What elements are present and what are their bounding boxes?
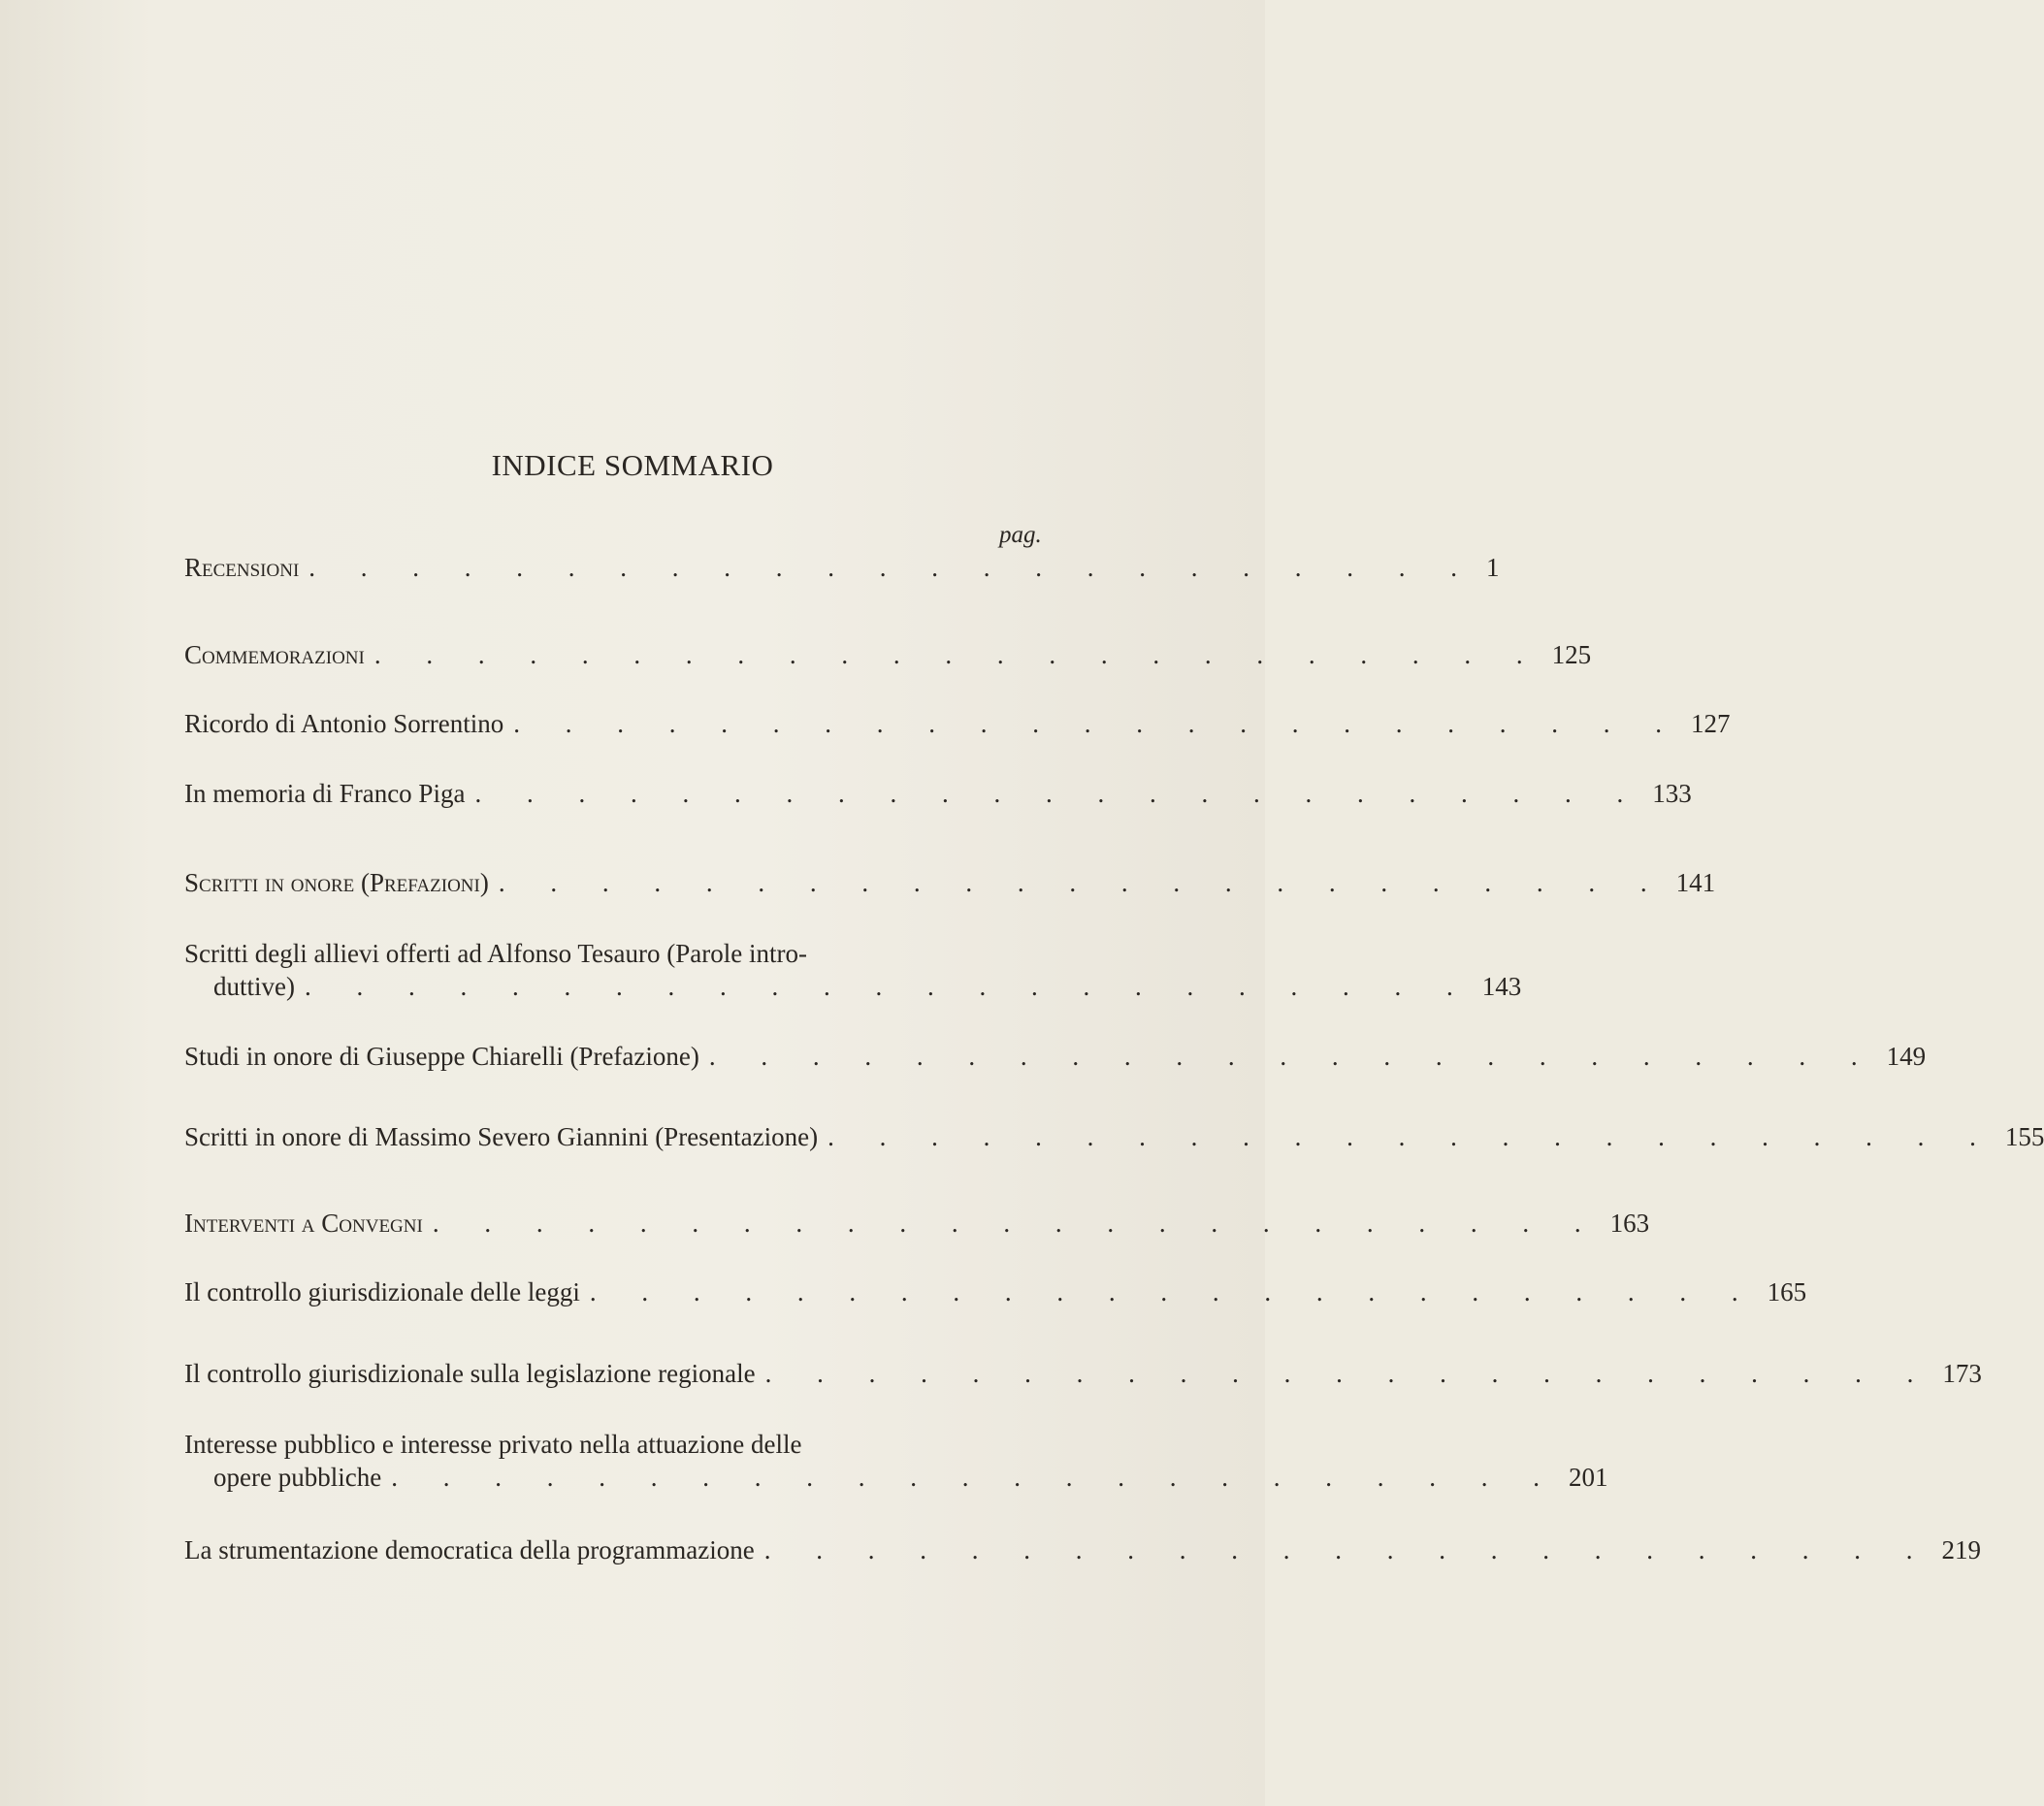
toc-entry — [184, 1428, 1608, 1494]
toc-entry — [184, 638, 1592, 671]
toc-entry-label: Scritti in onore di Massimo Severo Giannini (Presentazione) — [184, 1122, 819, 1151]
dot-leader: . . . . . . . . . . . . . . . . . . . . . . . — [764, 1359, 1933, 1388]
dot-leader: . . . . . . . . . . . . . . . . . . . . . . . — [498, 868, 1667, 897]
toc-entry — [184, 1120, 2044, 1153]
toc-entry — [184, 777, 1692, 810]
toc-entry-label: Scritti degli allievi offerti ad Alfonso Tesauro (Parole intro- — [184, 939, 807, 968]
toc-entry-page: 1 — [1486, 553, 1500, 582]
dot-leader: . . . . . . . . . . . . . . . . . . . . . . . — [827, 1122, 1995, 1151]
toc-entry — [184, 551, 1500, 584]
toc-entry-label: Il controllo giurisdizionale delle leggi — [184, 1277, 580, 1306]
page-column-label: pag. — [999, 522, 1042, 548]
toc-entry-label: Recensioni — [184, 553, 300, 582]
toc-entry — [184, 1207, 1650, 1240]
toc-entry-page: 155 — [2004, 1122, 2044, 1151]
dot-leader: . . . . . . . . . . . . . . . . . . . . . . . — [432, 1209, 1601, 1238]
dot-leader: . . . . . . . . . . . . . . . . . . . . . . . — [308, 553, 1477, 582]
toc-entry — [184, 937, 1522, 1003]
toc-entry-page: 165 — [1767, 1277, 1807, 1306]
toc-entry-label: Studi in onore di Giuseppe Chiarelli (Prefazione) — [184, 1042, 699, 1071]
toc-entry-label: duttive) — [213, 972, 295, 1001]
toc-entry-label: Interesse pubblico e interesse privato nella attuazione delle — [184, 1430, 802, 1459]
toc-entry-label: Interventi a Convegni — [184, 1209, 423, 1238]
toc-entry-page: 173 — [1942, 1359, 1982, 1388]
toc-entry — [184, 1533, 1981, 1566]
toc-entry-page: 201 — [1568, 1463, 1608, 1492]
dot-leader: . . . . . . . . . . . . . . . . . . . . . . . — [391, 1463, 1559, 1492]
page-title: INDICE SOMMARIO — [491, 448, 774, 482]
dot-leader: . . . . . . . . . . . . . . . . . . . . . . . — [304, 972, 1473, 1001]
toc-entry — [184, 1040, 1927, 1073]
dot-leader: . . . . . . . . . . . . . . . . . . . . . . . — [474, 779, 1643, 808]
dot-leader: . . . . . . . . . . . . . . . . . . . . . . . — [513, 709, 1681, 738]
toc-entry-page: 141 — [1675, 868, 1716, 897]
toc-entry-label: Ricordo di Antonio Sorrentino — [184, 709, 504, 738]
toc-entry-page: 125 — [1551, 640, 1592, 669]
dot-leader: . . . . . . . . . . . . . . . . . . . . . . . — [373, 640, 1542, 669]
toc-entry — [184, 707, 1731, 740]
toc-entry — [184, 866, 1716, 899]
dot-leader: . . . . . . . . . . . . . . . . . . . . . . . — [763, 1535, 1932, 1564]
toc-entry-page: 127 — [1690, 709, 1731, 738]
toc-entry-label: La strumentazione democratica della programmazione — [184, 1535, 755, 1564]
toc-entry — [184, 1275, 1807, 1308]
toc-entry-label: opere pubbliche — [213, 1463, 382, 1492]
toc-entry-label: Scritti in onore (Prefazioni) — [184, 868, 489, 897]
toc-entry-page: 143 — [1481, 972, 1522, 1001]
toc-entry-page: 219 — [1941, 1535, 1981, 1564]
toc-entry — [184, 1357, 1982, 1390]
toc-entry-page: 133 — [1652, 779, 1692, 808]
toc-entry-page: 149 — [1886, 1042, 1927, 1071]
toc-entry-label: Il controllo giurisdizionale sulla legislazione regionale — [184, 1359, 756, 1388]
toc-entry-page: 163 — [1609, 1209, 1650, 1238]
toc-entry-label: In memoria di Franco Piga — [184, 779, 466, 808]
dot-leader: . . . . . . . . . . . . . . . . . . . . . . . — [589, 1277, 1758, 1306]
dot-leader: . . . . . . . . . . . . . . . . . . . . . . . — [708, 1042, 1877, 1071]
toc-entry-label: Commemorazioni — [184, 640, 365, 669]
